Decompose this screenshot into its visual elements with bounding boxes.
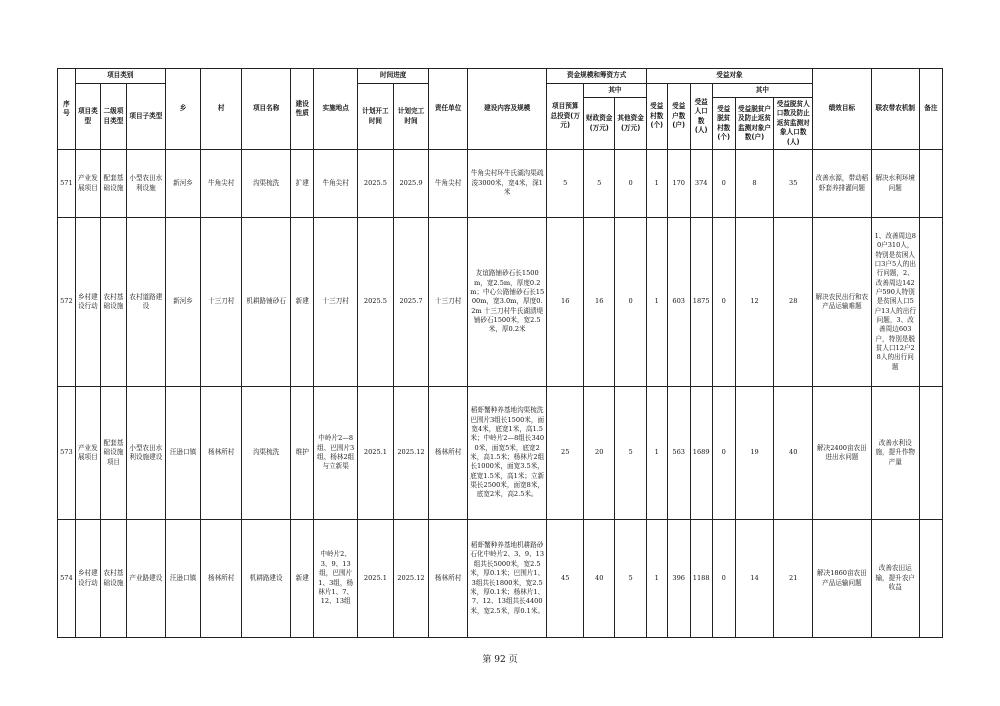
- cell-fiscal: 5: [584, 150, 615, 218]
- cell-village: 牛角尖村: [201, 150, 242, 218]
- header-village: 村: [201, 69, 242, 150]
- header-planned-end: 计划完工时间: [393, 84, 429, 150]
- cell-location: 牛角尖村: [314, 150, 358, 218]
- cell-secondary: 农村基础设施: [100, 218, 126, 387]
- cell-population: 1875: [690, 218, 712, 387]
- cell-village: 杨林所村: [201, 387, 242, 520]
- cell-unit: 杨林所村: [429, 387, 468, 520]
- cell-unit: 杨林所村: [429, 520, 468, 638]
- cell-name: 沟渠梳洗: [242, 387, 291, 520]
- cell-name: 机耕路建设: [242, 520, 291, 638]
- cell-poverty-households: 8: [735, 150, 774, 218]
- header-content-scale: 建设内容及规模: [467, 69, 546, 150]
- cell-remark: [919, 218, 942, 387]
- cell-nature: 维护: [291, 387, 314, 520]
- cell-mechanism: 1、改善周边80户310人，特别是贫困人口3户5人的出行问题，2、改善周边142户590人特别是贫困人口5户13人的出行问题，3、改善周边603户，特别是脱贫人口12户28人的出行问题: [871, 218, 919, 387]
- cell-remark: [919, 520, 942, 638]
- cell-seq: 571: [58, 150, 76, 218]
- cell-location: 十三刀村: [314, 218, 358, 387]
- cell-goal: 解决农民出行和农产品运输难题: [813, 218, 872, 387]
- header-project-type: 项目类型: [75, 84, 100, 150]
- cell-poverty-households: 19: [735, 387, 774, 520]
- header-schedule: 时间进度: [358, 69, 429, 84]
- cell-poverty-villages: 0: [712, 520, 735, 638]
- header-farmer-mechanism: 联农带农机制: [871, 69, 919, 150]
- cell-name: 沟渠梳洗: [242, 150, 291, 218]
- cell-unit: 十三刀村: [429, 218, 468, 387]
- cell-start: 2025.1: [358, 520, 394, 638]
- cell-start: 2025.5: [358, 218, 394, 387]
- cell-poverty-villages: 0: [712, 218, 735, 387]
- cell-mechanism: 改善水利设施，提升作物产量: [871, 387, 919, 520]
- header-subtype: 项目子类型: [127, 84, 166, 150]
- cell-poverty-households: 12: [735, 218, 774, 387]
- cell-poverty-population: 40: [774, 387, 813, 520]
- cell-village: 杨林所村: [201, 520, 242, 638]
- header-budget-total: 项目预算总投资(万元): [547, 84, 584, 150]
- cell-nature: 新建: [291, 520, 314, 638]
- cell-nature: 新建: [291, 218, 314, 387]
- cell-secondary: 配套基础设施项目: [100, 387, 126, 520]
- cell-villages: 1: [646, 150, 667, 218]
- cell-end: 2025.9: [393, 150, 429, 218]
- header-beneficiary-households: 受益户数(户): [667, 84, 690, 150]
- cell-secondary: 农村基础设施: [100, 520, 126, 638]
- cell-households: 563: [667, 387, 690, 520]
- cell-seq: 572: [58, 218, 76, 387]
- cell-type: 乡村建设行动: [75, 218, 100, 387]
- cell-budget: 5: [547, 150, 584, 218]
- cell-content: 稻虾蟹种养基地机耕路砂石化中岭片2、3、9、13组共长5000米，宽2.5米，厚0.1米；巴围片1、3组共长1800米，宽2.5米，厚0.1米；杨林片1、7、12、13组共长4400米，宽2.5米，厚0.1米。: [467, 520, 546, 638]
- cell-remark: [919, 387, 942, 520]
- page-number: 第 92 页: [482, 655, 518, 665]
- table-row: [58, 218, 943, 387]
- header-secondary-type: 二级项目类型: [100, 84, 126, 150]
- cell-mechanism: 改善农田运输，提升农户收益: [871, 520, 919, 638]
- cell-nature: 扩建: [291, 150, 314, 218]
- header-seq: 序号: [58, 69, 76, 150]
- cell-seq: 573: [58, 387, 76, 520]
- cell-goal: 解决2400亩农田进出水问题: [813, 387, 872, 520]
- cell-type: 乡村建设行动: [75, 520, 100, 638]
- cell-content: 友谊路铺砂石长1500m，宽2.5m，厚度0.2m；中心公路铺砂石长1500m，宽3.0m，厚度0.2m 十三刀村牛氏湖渍堤铺砂石1500米，宽2.5米，厚0.2米: [467, 218, 546, 387]
- cell-start: 2025.5: [358, 150, 394, 218]
- cell-end: 2025.12: [393, 520, 429, 638]
- header-project-name: 项目名称: [242, 69, 291, 150]
- header-township: 乡: [165, 69, 201, 150]
- cell-unit: 牛角尖村: [429, 150, 468, 218]
- cell-secondary: 配套基础设施: [100, 150, 126, 218]
- cell-goal: 解决1860亩农田产品运输问题: [813, 520, 872, 638]
- header-other-fund: 其他资金(万元): [615, 98, 646, 150]
- cell-goal: 改善水源，带动稻虾套养排灌问题: [813, 150, 872, 218]
- cell-poverty-population: 35: [774, 150, 813, 218]
- cell-budget: 25: [547, 387, 584, 520]
- cell-population: 374: [690, 150, 712, 218]
- cell-end: 2025.12: [393, 387, 429, 520]
- cell-subtype: 小型农田水利设施: [127, 150, 166, 218]
- cell-households: 603: [667, 218, 690, 387]
- cell-remark: [919, 150, 942, 218]
- cell-poverty-population: 21: [774, 520, 813, 638]
- cell-population: 1188: [690, 520, 712, 638]
- cell-households: 170: [667, 150, 690, 218]
- header-beneficiary-villages: 受益村数(个): [646, 84, 667, 150]
- header-responsible-unit: 责任单位: [429, 69, 468, 150]
- cell-township: 汪逊口镇: [165, 387, 201, 520]
- cell-poverty-population: 28: [774, 218, 813, 387]
- cell-poverty-villages: 0: [712, 387, 735, 520]
- cell-households: 396: [667, 520, 690, 638]
- cell-seq: 574: [58, 520, 76, 638]
- cell-township: 新河乡: [165, 218, 201, 387]
- table-row: [58, 150, 943, 218]
- cell-subtype: 农村道路建设: [127, 218, 166, 387]
- cell-end: 2025.7: [393, 218, 429, 387]
- cell-location: 中岭片2、3、9、13组，巴围片1、3组，杨林片1、7、12、13组: [314, 520, 358, 638]
- cell-name: 机耕路铺砂石: [242, 218, 291, 387]
- header-beneficiaries: 受益对象: [646, 69, 812, 84]
- header-planned-start: 计划开工时间: [358, 84, 394, 150]
- cell-poverty-households: 14: [735, 520, 774, 638]
- header-beneficiary-of-which: 其中: [712, 84, 812, 98]
- cell-other: 0: [615, 150, 646, 218]
- cell-other: 5: [615, 387, 646, 520]
- cell-fiscal: 16: [584, 218, 615, 387]
- cell-content: 牛角尖村环牛氏湖沟渠疏浚3000米，宽4米，深1米: [467, 150, 546, 218]
- cell-villages: 1: [646, 218, 667, 387]
- cell-content: 稻虾蟹种养基地沟渠梳洗巴围片3组长1500米，面宽4米，底宽1米，高1.5米；中岭片2—8组长3400米，面宽5米，底宽2米，高1.5米；杨林片2组长1000米，面宽3.5米，底宽1.5米，高1米；立新渠长2500米，面宽8米，底宽2米，高2.5米。: [467, 387, 546, 520]
- header-construction-nature: 建设性质: [291, 69, 314, 150]
- cell-villages: 1: [646, 520, 667, 638]
- cell-subtype: 小型农田水利设施建设: [127, 387, 166, 520]
- cell-other: 0: [615, 218, 646, 387]
- cell-type: 产业发展项目: [75, 150, 100, 218]
- header-fund-scale: 资金规模和筹资方式: [547, 69, 646, 84]
- cell-subtype: 产业路建设: [127, 520, 166, 638]
- cell-fiscal: 40: [584, 520, 615, 638]
- cell-other: 5: [615, 520, 646, 638]
- header-poverty-population: 受益脱贫人口数及防止返贫监测对象人口数(人): [774, 98, 813, 150]
- header-poverty-villages: 受益脱贫村数(个): [712, 98, 735, 150]
- table-row: [58, 520, 943, 638]
- cell-location: 中岭片2—8组、巴围片3组、杨林2组与立新渠: [314, 387, 358, 520]
- cell-start: 2025.1: [358, 387, 394, 520]
- cell-budget: 45: [547, 520, 584, 638]
- cell-township: 新河乡: [165, 150, 201, 218]
- cell-population: 1689: [690, 387, 712, 520]
- cell-villages: 1: [646, 387, 667, 520]
- cell-village: 十三刀村: [201, 218, 242, 387]
- cell-fiscal: 20: [584, 387, 615, 520]
- header-project-category: 项目类别: [75, 69, 165, 84]
- header-poverty-households: 受益脱贫户及防止返贫监测对象户数(户): [735, 98, 774, 150]
- table-row: [58, 387, 943, 520]
- cell-budget: 16: [547, 218, 584, 387]
- header-performance-goal: 绩效目标: [813, 69, 872, 150]
- project-table: [57, 68, 943, 638]
- cell-township: 汪逊口镇: [165, 520, 201, 638]
- cell-type: 产业发展项目: [75, 387, 100, 520]
- header-location: 实施地点: [314, 69, 358, 150]
- cell-mechanism: 解决水利环境问题: [871, 150, 919, 218]
- header-fiscal-fund: 财政资金(万元): [584, 98, 615, 150]
- header-remarks: 备注: [919, 69, 942, 150]
- header-beneficiary-population: 受益人口数(人): [690, 84, 712, 150]
- cell-poverty-villages: 0: [712, 150, 735, 218]
- header-fund-of-which: 其中: [584, 84, 647, 98]
